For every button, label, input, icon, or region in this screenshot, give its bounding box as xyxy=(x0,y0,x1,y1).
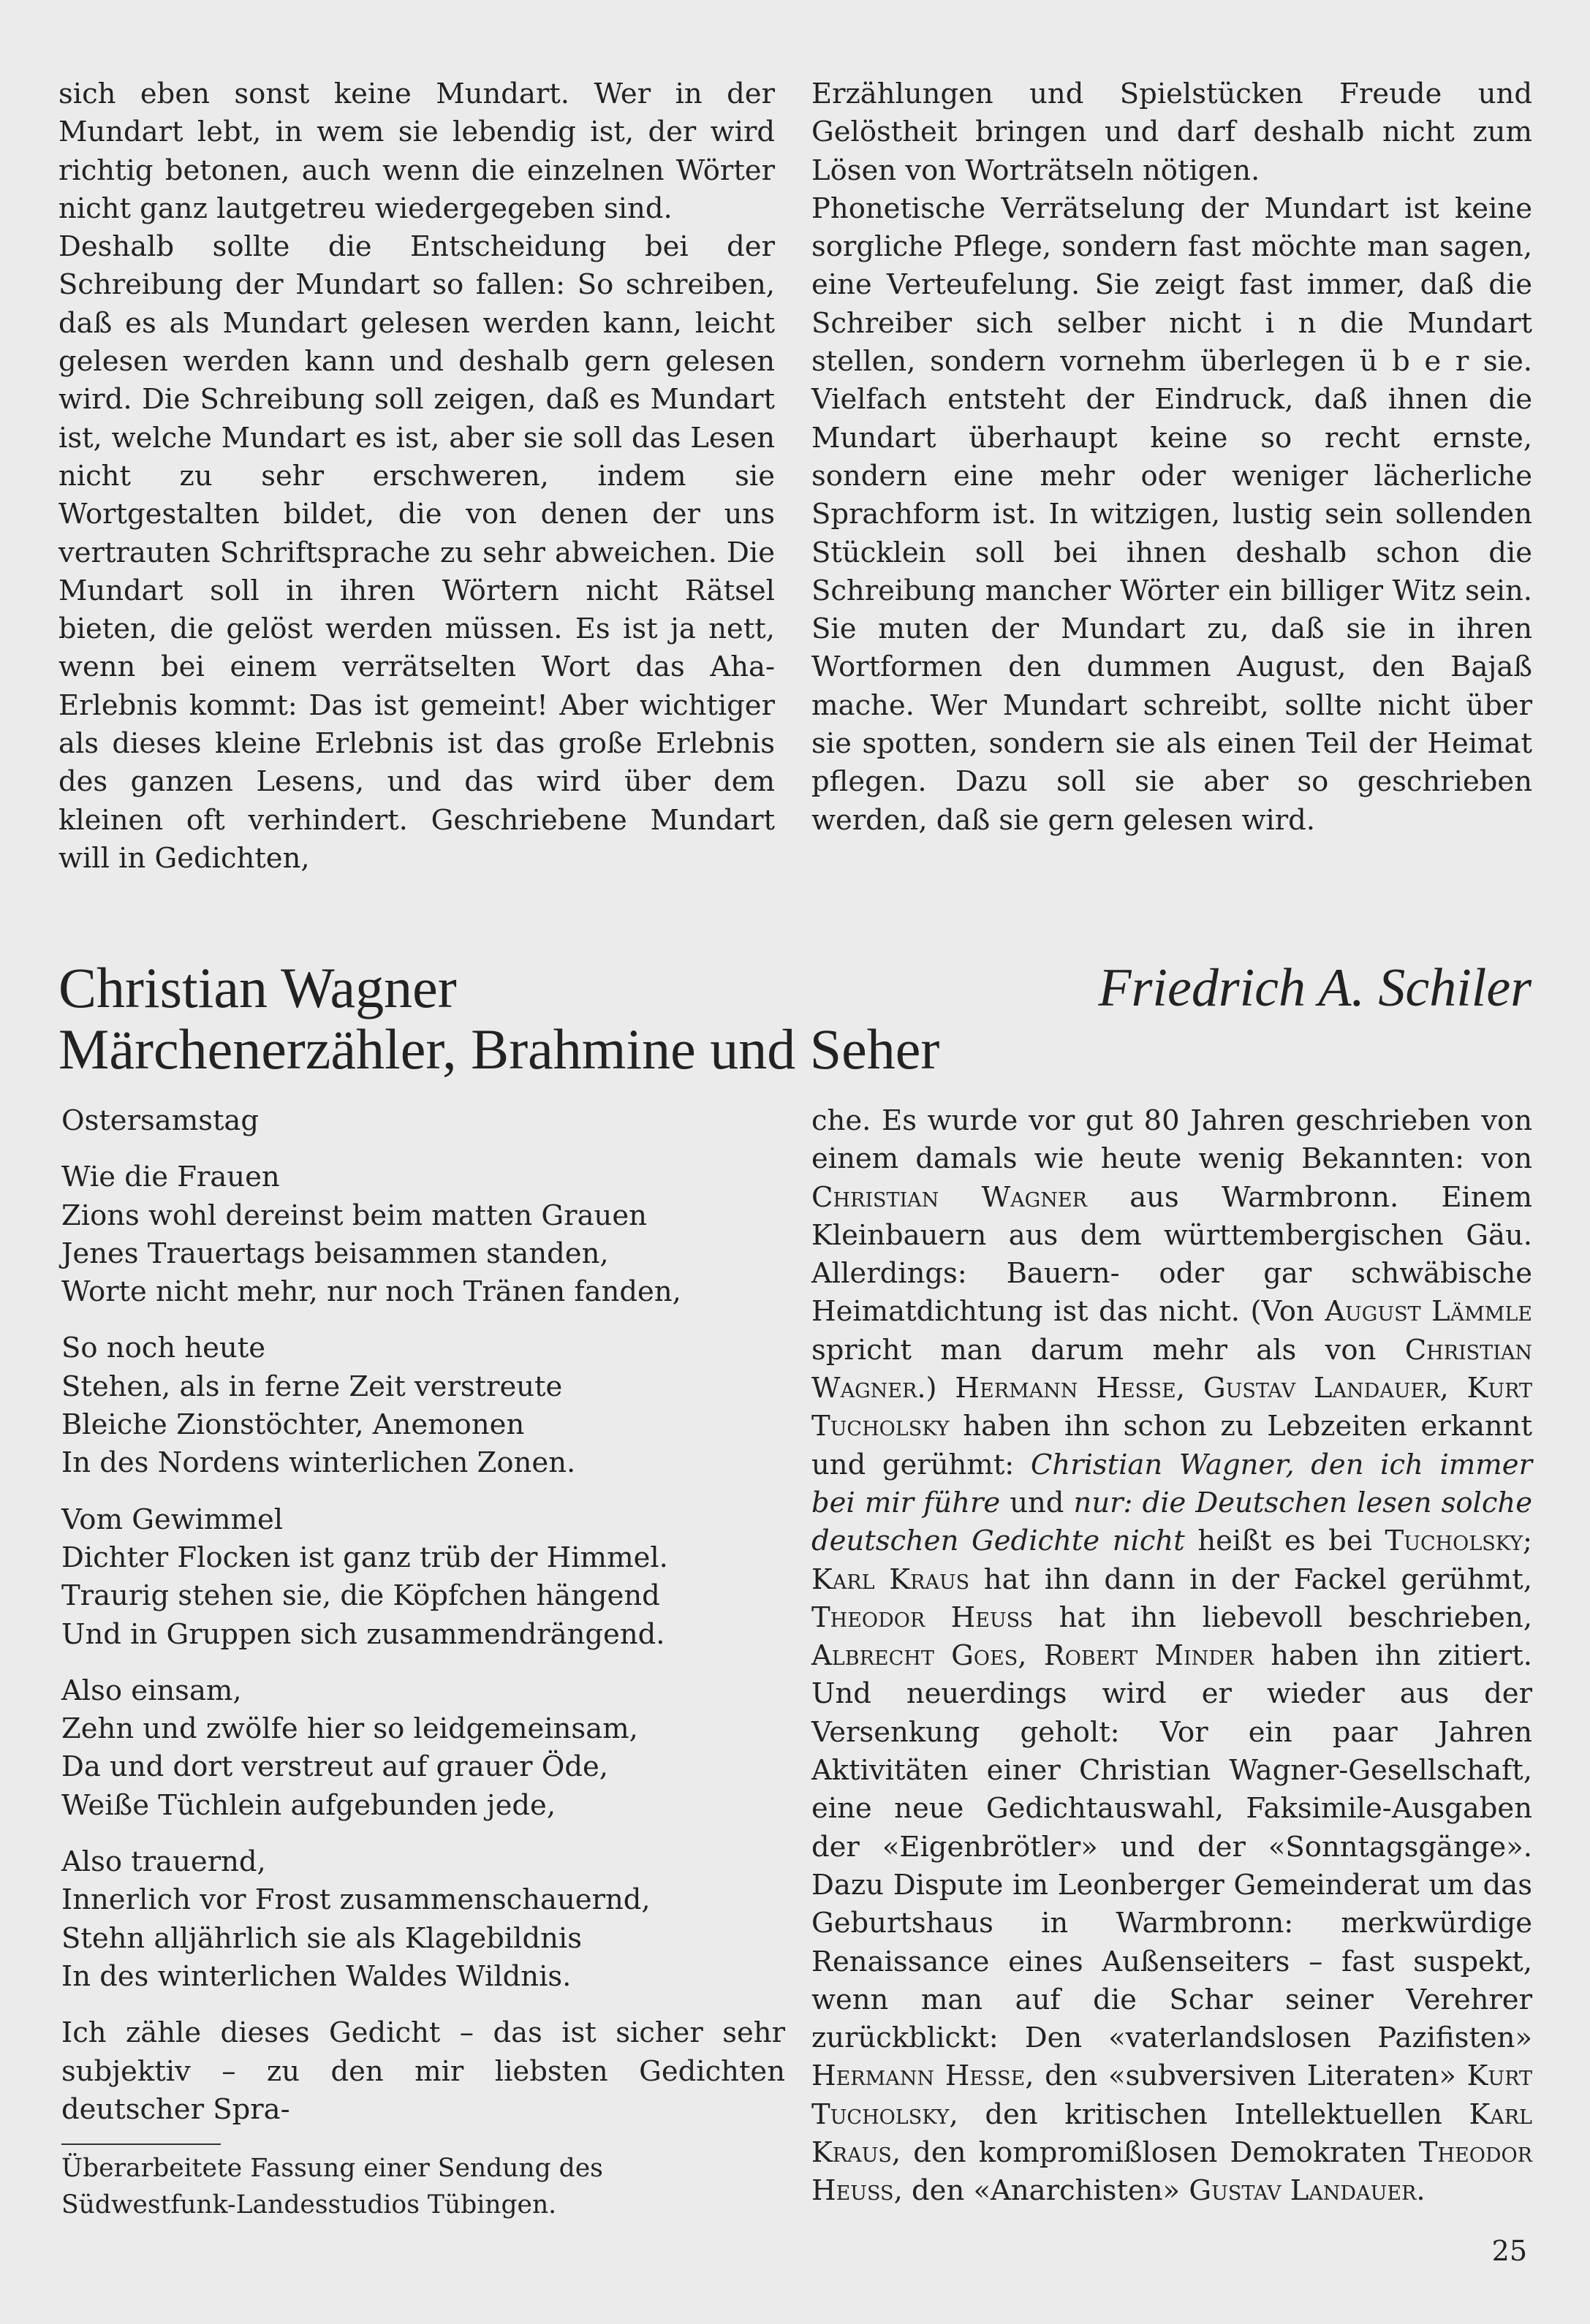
person-name: Hermann Hesse xyxy=(811,2059,1026,2093)
poem-line: Bleiche Zionstöchter, Anemonen xyxy=(61,1408,525,1442)
poem-column xyxy=(61,1102,785,2129)
poem-line: So noch heute xyxy=(61,1332,265,1365)
person-name: August Lämmle xyxy=(1325,1295,1533,1329)
poem-line: Da und dort verstreut auf grauer Öde, xyxy=(61,1750,609,1784)
text-run: hat ihn dann in der Fackel gerühmt, xyxy=(983,1562,1532,1596)
text-run: , xyxy=(1439,1372,1449,1405)
paragraph: Phonetische Verrätselung der Mundart ist keine sorgliche Pflege, sondern fast möchte man sagen, eine Verteufelung. Sie zeigt fast immer, daß die Schreiber sich selber nicht i n die Mundart stellen, sondern vornehm überlegen ü b e r sie. Vielfach entsteht der Eindruck, daß ihnen die Mundart überhaupt keine so recht ernste, sondern eine mehr oder weniger lächerliche Sprachform ist. In witzigen, lustig sein sollenden Stücklein soll bei ihnen deshalb schon die Schreibung mancher Wörter ein billiger Witz sein. Sie muten der Mundart zu, daß sie in ihren Wortformen den dummen August, den Bajaß mache. Wer Mundart schreibt, sollte nicht über sie spotten, sondern sie als einen Teil der Heimat pflegen. Dazu soll sie aber so geschrieben werden, daß sie gern gelesen wird. xyxy=(811,191,1532,837)
poem-line: Stehen, als in ferne Zeit verstreute xyxy=(61,1370,563,1403)
person-name: Kurt Tucholsky xyxy=(811,1372,1533,1443)
person-name: Tucholsky xyxy=(1385,1524,1523,1558)
page-number: 25 xyxy=(1491,2235,1527,2267)
paragraph xyxy=(811,1102,1532,2211)
text-run: und xyxy=(1010,1486,1064,1519)
person-name: Christian Wagner xyxy=(811,1333,1532,1405)
person-name: Gustav Landauer xyxy=(1203,1372,1440,1405)
poem-line: In des Nordens winterlichen Zonen. xyxy=(61,1446,576,1480)
person-name: Karl Kraus xyxy=(811,2097,1532,2170)
text-column-top-left xyxy=(58,75,775,878)
text-run: , den «subversiven Literaten» xyxy=(1025,2059,1456,2093)
text-run: , den «Anarchisten» xyxy=(893,2174,1181,2208)
poem-line: Jenes Trauertags beisammen standen, xyxy=(61,1237,609,1270)
person-name: Theodor Heuss xyxy=(811,2136,1532,2208)
person-name: Gustav Landauer xyxy=(1189,2174,1417,2208)
poem-line: Zehn und zwölfe hier so leidgemeinsam, xyxy=(61,1712,638,1746)
poem-line: Und in Gruppen sich zusammendrängend. xyxy=(61,1617,665,1651)
poem-stanza xyxy=(61,1501,785,1654)
person-name: Kurt Tucholsky xyxy=(811,2059,1532,2131)
text-run: hat ihn liebevoll beschrieben, xyxy=(1059,1600,1532,1634)
text-column-bottom-right xyxy=(811,1102,1532,2211)
person-name: Albrecht Goes xyxy=(811,1639,1018,1673)
text-run: , xyxy=(1018,1639,1027,1673)
text-run: che. Es wurde vor gut 80 Jahren geschrieben von einem damals wie heute wenig Bekannten: von xyxy=(811,1104,1532,1176)
poem-line: In des winterlichen Waldes Wildnis. xyxy=(61,1959,572,1993)
footnote: Überarbeitete Fassung einer Sendung des Südwestfunk-Landesstudios Tübingen. xyxy=(61,2154,603,2219)
poem-line: Vom Gewimmel xyxy=(61,1503,284,1536)
article-title-line-1: Christian Wagner xyxy=(58,956,457,1019)
text-column-top-right xyxy=(811,75,1532,840)
person-name: Karl Kraus xyxy=(811,1562,970,1596)
poem-line: Stehn alljährlich sie als Klagebildnis xyxy=(61,1921,582,1955)
text-run: .) xyxy=(917,1372,937,1405)
footnote-divider xyxy=(61,2143,221,2145)
poem-line: Zions wohl dereinst beim matten Grauen xyxy=(61,1199,647,1232)
poem-title: Ostersamstag xyxy=(61,1104,260,1137)
poem-line: Traurig stehen sie, die Köpfchen hängend xyxy=(61,1579,660,1613)
poem-stanza xyxy=(61,1158,785,1311)
poem-stanza xyxy=(61,1329,785,1482)
person-name: Christian Wagner xyxy=(811,1180,1087,1214)
poem-line: Also trauernd, xyxy=(61,1845,266,1879)
text-run: aus Warmbronn. Einem Kleinbauern aus dem württembergischen Gäu. Allerdings: Bauern- oder gar schwäbische Heimatdichtung ist das nicht. (Von xyxy=(811,1180,1532,1329)
text-run: , xyxy=(1176,1372,1186,1405)
poem-stanza xyxy=(61,1672,785,1825)
poem-line: Wie die Frauen xyxy=(61,1161,280,1194)
poem-line: Innerlich vor Frost zusammenschauernd, xyxy=(61,1883,651,1917)
person-name: Theodor Heuss xyxy=(811,1600,1034,1634)
text-run: haben ihn zitiert. Und neuerdings wird er wieder aus der Versenkung geholt: Vor ein paar Jahren Aktivitäten einer Christian Wagner-Gesellschaft, eine neue Gedichtauswahl, Faksimile-Ausgaben der «Eigenbrötler» und der «Sonntagsgänge». Dazu Dispute im Leonberger Gemeinderat um das Geburtshaus in Warmbronn: merkwürdige Renaissance eines Außenseiters – fast suspekt, wenn man auf die Schar seiner Verehrer zurückblickt: Den «vaterlandslosen Pazifisten» xyxy=(811,1639,1532,2055)
text-run: heißt es bei xyxy=(1197,1524,1372,1558)
poem-stanza xyxy=(61,1843,785,1996)
article-title-line-2: Märchenerzähler, Brahmine und Seher xyxy=(58,1017,940,1081)
text-run: . xyxy=(1416,2174,1426,2208)
quote: nur: die Deutschen lesen solche deutschen Gedichte nicht xyxy=(811,1486,1532,1558)
text-run: spricht man darum mehr als von xyxy=(811,1333,1377,1367)
poem-line: Also einsam, xyxy=(61,1674,242,1707)
paragraph: sich eben sonst keine Mundart. Wer in der Mundart lebt, in wem sie lebendig ist, der wird richtig betonen, auch wenn die einzelnen Wörter nicht ganz lautgetreu wiedergegeben sind. xyxy=(58,77,775,225)
poem-line: Dichter Flocken ist ganz trüb der Himmel. xyxy=(61,1541,668,1574)
text-run: haben ihn schon zu Lebzeiten erkannt und gerühmt: xyxy=(811,1410,1532,1481)
person-name: Robert Minder xyxy=(1043,1639,1254,1673)
poem-line: Weiße Tüchlein aufgebunden jede, xyxy=(61,1788,556,1822)
paragraph: Deshalb sollte die Entscheidung bei der Schreibung der Mundart so fallen: So schreiben, daß es als Mundart gelesen werden kann, leicht gelesen werden kann und deshalb gern gelesen wird. Die Schreibung soll zeigen, daß es Mundart ist, welche Mundart es ist, aber sie soll das Lesen nicht zu sehr erschweren, indem sie Wortgestalten bildet, die von denen der uns vertrauten Schriftsprache zu sehr abweichen. Die Mundart soll in ihren Wörtern nicht Rätsel bieten, die gelöst werden müssen. Es ist ja nett, wenn bei einem verrätselten Wort das Aha-Erlebnis kommt: Das ist gemeint! Aber wichtiger als dieses kleine Erlebnis ist das große Erlebnis des ganzen Lesens, und das wird über dem kleinen oft verhindert. Geschriebene Mundart will in Gedichten, xyxy=(58,230,775,875)
text-run: , den kritischen Intellektuellen xyxy=(949,2097,1442,2131)
article-title xyxy=(58,957,939,1080)
text-run: , den kompromißlosen Demokraten xyxy=(891,2136,1407,2170)
paragraph: Ich zähle dieses Gedicht – das ist sicher sehr subjektiv – zu den mir liebsten Gedichten deutscher Spra- xyxy=(61,2016,785,2126)
paragraph: Erzählungen und Spielstücken Freude und Gelöstheit bringen und darf deshalb nicht zum Lösen von Worträtseln nötigen. xyxy=(811,77,1532,187)
quote: Christian Wagner, den ich immer bei mir führe xyxy=(811,1448,1532,1519)
poem-line: Worte nicht mehr, nur noch Tränen fanden, xyxy=(61,1275,681,1309)
article-author: Friedrich A. Schiler xyxy=(1098,958,1532,1018)
person-name: Hermann Hesse xyxy=(955,1372,1176,1405)
text-run: ; xyxy=(1523,1524,1533,1558)
